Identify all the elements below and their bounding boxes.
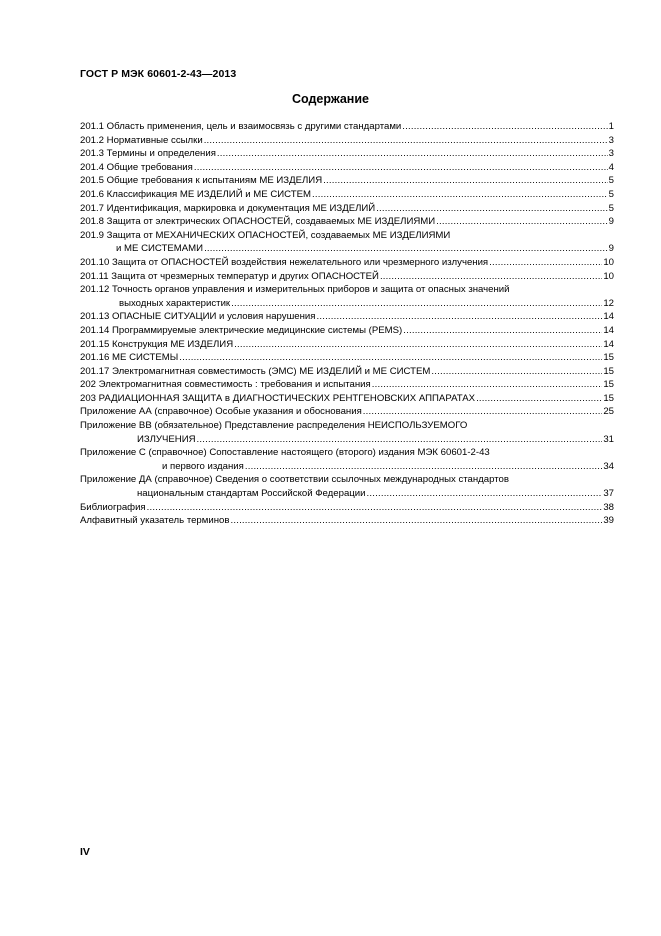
toc-entry[interactable] (80, 501, 614, 515)
dot-leader (476, 392, 602, 406)
toc-entry-label: 202 Электромагнитная совместимость : требования и испытания (80, 379, 371, 391)
toc-entry-line: Приложение ДА (справочное) Сведения о соответствии ссылочных международных стандартов (80, 474, 509, 486)
dot-leader (367, 487, 603, 501)
toc-entry-page: 10 (603, 256, 614, 268)
toc-entry-page: 5 (608, 175, 614, 187)
toc-entry-label: 203 РАДИАЦИОННАЯ ЗАЩИТА в ДИАГНОСТИЧЕСКИХ РЕНТГЕНОВСКИХ АППАРАТАХ (80, 392, 476, 404)
toc-entry-page: 5 (608, 202, 614, 214)
toc-entry[interactable] (80, 419, 614, 446)
dot-leader (489, 256, 602, 270)
toc-entry[interactable] (80, 134, 614, 148)
toc-entry-label: Библиография (80, 501, 146, 513)
dot-leader (403, 324, 602, 338)
dot-leader (217, 147, 608, 161)
toc-entry-label: 201.15 Конструкция МЕ ИЗДЕЛИЯ (80, 338, 234, 350)
toc-entry-label: 201.13 ОПАСНЫЕ СИТУАЦИИ и условия нарушения (80, 311, 316, 323)
dot-leader (204, 134, 608, 148)
toc-entry-label: 201.14 Программируемые электрические медицинские системы (PEMS) (80, 324, 403, 336)
toc-title: Содержание (291, 92, 369, 106)
dot-leader (194, 161, 608, 175)
dot-leader (230, 514, 602, 528)
toc-entry-label: ИЗЛУЧЕНИЯ (137, 433, 196, 445)
toc-entry[interactable] (80, 283, 614, 310)
toc-entry-page: 25 (603, 406, 614, 418)
dot-leader (363, 405, 603, 419)
toc-entry-page: 31 (603, 433, 614, 445)
toc-entry-label: Алфавитный указатель терминов (80, 515, 230, 527)
toc-entry[interactable] (80, 120, 614, 134)
toc-entry[interactable] (80, 161, 614, 175)
toc-entry-page: 12 (603, 297, 614, 309)
toc-entry-label: выходных характеристик (119, 297, 231, 309)
toc-entry-page: 3 (608, 148, 614, 160)
toc-entry[interactable] (80, 215, 614, 229)
dot-leader (197, 433, 603, 447)
toc-entry-page: 9 (608, 216, 614, 228)
toc-entry-label: 201.7 Идентификация, маркировка и документация МЕ ИЗДЕЛИЙ (80, 202, 376, 214)
toc-entry-page: 15 (603, 392, 614, 404)
toc-entry[interactable] (80, 202, 614, 216)
dot-leader (376, 202, 607, 216)
toc-entry-label: 201.8 Защита от электрических ОПАСНОСТЕЙ, создаваемых МЕ ИЗДЕЛИЯМИ (80, 216, 436, 228)
toc-entry-label: 201.11 Защита от чрезмерных температур и других ОПАСНОСТЕЙ (80, 270, 379, 282)
dot-leader (147, 501, 603, 515)
toc-entry[interactable] (80, 147, 614, 161)
toc-entry[interactable] (80, 405, 614, 419)
toc-entry-label: Приложение АА (справочное) Особые указания и обоснования (80, 406, 362, 418)
toc-entry-page: 4 (608, 161, 614, 173)
toc-entry[interactable] (80, 351, 614, 365)
dot-leader (380, 270, 602, 284)
dot-leader (234, 338, 602, 352)
toc-entry-page: 10 (603, 270, 614, 282)
toc-entry-page: 5 (608, 188, 614, 200)
dot-leader (316, 310, 602, 324)
dot-leader (245, 460, 602, 474)
toc-entry-label: 201.5 Общие требования к испытаниям МЕ ИЗДЕЛИЯ (80, 175, 323, 187)
toc-entry-line: 201.9 Защита от МЕХАНИЧЕСКИХ ОПАСНОСТЕЙ, создаваемых МЕ ИЗДЕЛИЯМИ (80, 229, 451, 241)
document-id: ГОСТ Р МЭК 60601-2-43—2013 (80, 68, 237, 80)
toc-entry-label: 201.16 МЕ СИСТЕМЫ (80, 352, 179, 364)
toc-entry-label: 201.3 Термины и определения (80, 148, 216, 160)
toc-entry-page: 1 (608, 121, 614, 132)
toc-entry-label: 201.1 Область применения, цель и взаимосвязь с другими стандартами (80, 121, 402, 132)
toc-entry[interactable] (80, 514, 614, 528)
toc-entry[interactable] (80, 310, 614, 324)
dot-leader (179, 351, 602, 365)
toc-entry-label: и первого издания (162, 460, 244, 472)
dot-leader (402, 120, 607, 134)
toc-entry-label: 201.6 Классификация МЕ ИЗДЕЛИЙ и МЕ СИСТЕМ (80, 188, 312, 200)
toc-entry-page: 14 (603, 338, 614, 350)
dot-leader (436, 215, 607, 229)
toc-entry-label: национальным стандартам Российской Федерации (137, 488, 366, 500)
toc-entry-line: Приложение С (справочное) Сопоставление настоящего (второго) издания МЭК 60601-2-43 (80, 447, 490, 459)
toc-entry[interactable] (80, 378, 614, 392)
dot-leader (204, 242, 608, 256)
toc-entry-page: 34 (603, 460, 614, 472)
toc-entry-label: 201.10 Защита от ОПАСНОСТЕЙ воздействия нежелательного или чрезмерного излучения (80, 256, 489, 268)
toc-entry-page: 37 (603, 488, 614, 500)
toc-entry[interactable] (80, 365, 614, 379)
toc-entry-label: 201.4 Общие требования (80, 161, 193, 173)
toc-entry-page: 14 (603, 324, 614, 336)
toc-entry[interactable] (80, 188, 614, 202)
toc-entry[interactable] (80, 392, 614, 406)
toc-entry-page: 15 (603, 352, 614, 364)
toc-entry-line: 201.12 Точность органов управления и измерительных приборов и защита от опасных значений (80, 284, 510, 296)
toc-entry-page: 3 (608, 134, 614, 146)
dot-leader (323, 174, 608, 188)
dot-leader (372, 378, 603, 392)
toc-entry-page: 15 (603, 365, 614, 377)
toc-entry-page: 39 (603, 515, 614, 527)
dot-leader (312, 188, 608, 202)
page-number: IV (80, 846, 90, 858)
toc-entry-page: 14 (603, 311, 614, 323)
toc-entry-page: 9 (608, 243, 614, 255)
toc-entry-label: 201.17 Электромагнитная совместимость (ЭМС) МЕ ИЗДЕЛИЙ и МЕ СИСТЕМ (80, 365, 431, 377)
toc-entry-label: и МЕ СИСТЕМАМИ (116, 243, 204, 255)
toc-entry[interactable] (80, 473, 614, 500)
toc-entry-page: 38 (603, 501, 614, 513)
dot-leader (431, 365, 602, 379)
table-of-contents (80, 120, 614, 528)
toc-entry[interactable] (80, 229, 614, 256)
toc-entry-page: 15 (603, 379, 614, 391)
toc-entry[interactable] (80, 338, 614, 352)
toc-entry[interactable] (80, 446, 614, 473)
toc-entry[interactable] (80, 256, 614, 270)
toc-entry[interactable] (80, 324, 614, 338)
dot-leader (231, 297, 602, 311)
toc-entry-line: Приложение ВВ (обязательное) Представление распределения НЕИСПОЛЬЗУЕМОГО (80, 420, 468, 432)
toc-entry-label: 201.2 Нормативные ссылки (80, 134, 203, 146)
toc-entry[interactable] (80, 174, 614, 188)
toc-entry[interactable] (80, 270, 614, 284)
